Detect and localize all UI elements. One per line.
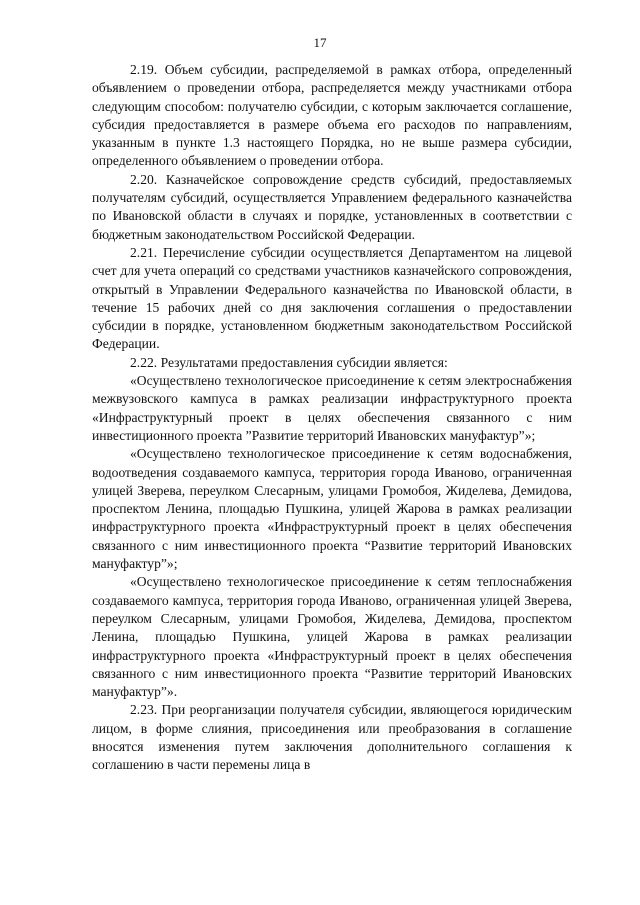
document-body: [92, 61, 572, 775]
paragraph-2-19: 2.19. Объем субсидии, распределяемой в рамках отбора, определенный объявлением о проведении отбора, распределяется между участниками отбора следующим способом: получателю субсидии, с которым заключается соглашение, субсидия предоставляется в размере объема его расходов по направлениям, указанным в пункте 1.3 настоящего Порядка, но не выше размера субсидии, определенного объявлением о проведении отбора.: [92, 62, 572, 169]
result-water: «Осуществлено технологическое присоединение к сетям водоснабжения, водоотведения создаваемого кампуса, территория города Иваново, ограниченная улицей Зверева, переулком Слесарным, улицами Громобоя, Жиделева, Демидова, проспектом Ленина, площадью Пушкина, улицей Жарова в рамках реализации инфраструктурного проекта «Инфраструктурный проект в целях обеспечения связанного с ним инвестиционного проекта “Развитие территорий Ивановских мануфактур”»;: [92, 446, 572, 572]
page-number: 17: [313, 35, 327, 50]
paragraph-2-22: 2.22. Результатами предоставления субсидии является:: [130, 354, 448, 370]
paragraph-2-20: 2.20. Казначейское сопровождение средств субсидий, предоставляемых получателям субсидий, осуществляется Управлением федерального казначейства по Ивановской области в случаях и порядке, установленных в соответствии с бюджетным законодательством Российской Федерации.: [92, 171, 572, 242]
result-heat: «Осуществлено технологическое присоединение к сетям теплоснабжения создаваемого кампуса, территория города Иваново, ограниченная улицей Зверева, переулком Слесарным, улицами Громобоя, Жиделева, Демидова, проспектом Ленина, площадью Пушкина, улицей Жарова в рамках реализации инфраструктурного проекта «Инфраструктурный проект в целях обеспечения связанного с ним инвестиционного проекта “Развитие территорий Ивановских мануфактур”».: [92, 574, 572, 700]
result-electricity: «Осуществлено технологическое присоединение к сетям электроснабжения межвузовского кампуса в рамках реализации инфраструктурного проекта «Инфраструктурный проект в целях обеспечения связанного с ним инвестиционного проекта ”Развитие территорий Ивановских мануфактур”»;: [92, 373, 572, 443]
paragraph-2-21: 2.21. Перечисление субсидии осуществляется Департаментом на лицевой счет для учета операций со средствами участников казначейского сопровождения, открытый в Управлении Федерального казначейства по Ивановской области, в течение 15 рабочих дней со дня заключения соглашения о предоставлении субсидии в порядке, установленном бюджетным законодательством Российской Федерации.: [92, 244, 572, 352]
paragraph-2-23: 2.23. При реорганизации получателя субсидии, являющегося юридическим лицом, в форме слияния, присоединения или преобразования в соглашение вносятся изменения путем заключения дополнительного соглашения к соглашению в части перемены лица в: [92, 702, 572, 773]
